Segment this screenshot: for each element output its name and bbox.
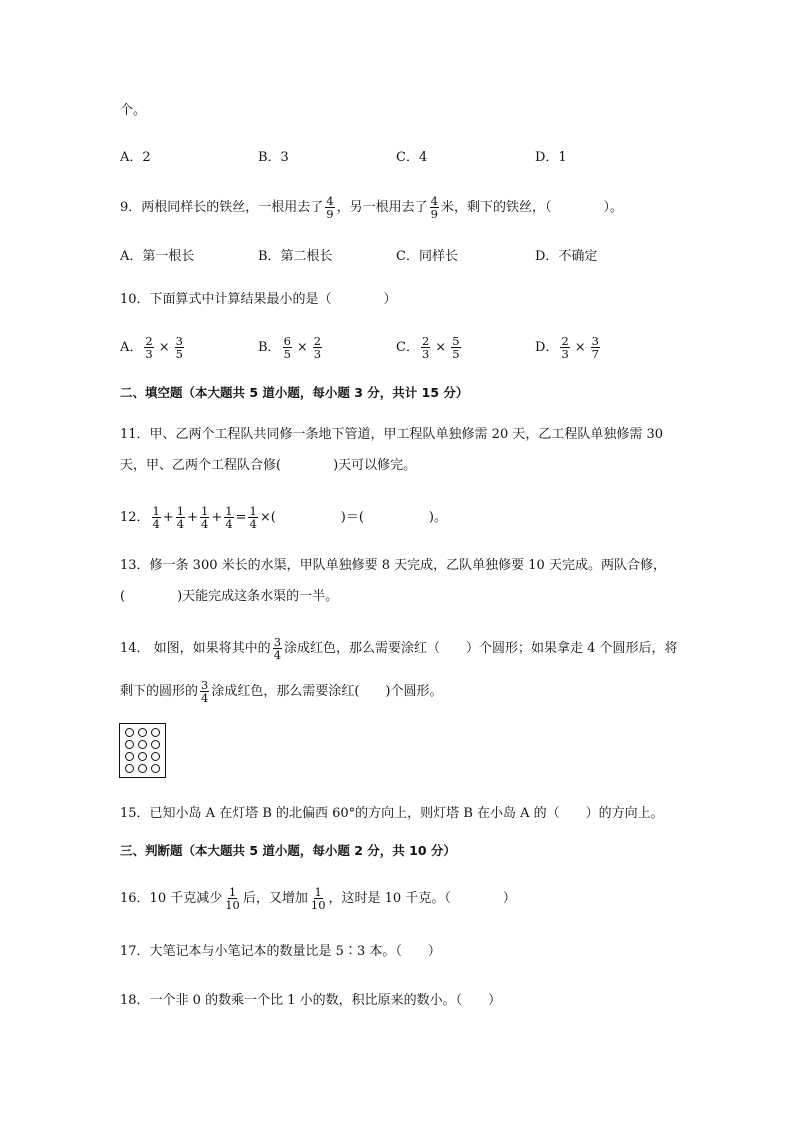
- question-12: 12． $\frac{1}{4}$ + $\frac{1}{4}$ + $\frac{1}{4}$ + $\frac{1}{4}$ = $\frac{1}{4}$ ×( )＝( )。: [120, 504, 447, 531]
- circle-shape: [138, 728, 147, 737]
- q9-tail: 米，剩下的铁丝，（ ）。: [440, 200, 623, 215]
- question-15: 15．已知小岛 A 在灯塔 B 的北偏西 60°的方向上，则灯塔 B 在小岛 A 的（ ）的方向上。: [120, 806, 664, 821]
- circle-shape: [125, 728, 134, 737]
- circle-shape: [138, 752, 147, 761]
- q9-option-c: C．同样长: [396, 249, 458, 264]
- question-11-line-1: 11．甲、乙两个工程队共同修一条地下管道，甲工程队单独修需 20 天，乙工程队单独修需 30: [120, 427, 664, 442]
- question-10: 10．下面算式中计算结果最小的是（ ）: [120, 292, 397, 307]
- question-18: 18．一个非 0 的数乘一个比 1 小的数，积比原来的数小。（ ）: [120, 993, 502, 1008]
- question-8-tail: 个。: [120, 103, 147, 118]
- q8-option-c: C．4: [396, 150, 428, 165]
- circle-shape: [125, 764, 134, 773]
- circle-shape: [138, 764, 147, 773]
- question-13-line-2: ( )天能完成这条水渠的一半。: [120, 589, 339, 604]
- q10-option-c: C． $\frac{2}{3}$ × $\frac{5}{5}$: [396, 334, 460, 361]
- q9-mid: ，另一根用去了: [336, 200, 428, 215]
- circle-shape: [125, 752, 134, 761]
- q10-option-d: D． $\frac{2}{3}$ × $\frac{3}{7}$: [535, 334, 599, 361]
- q8-option-b: B．3: [258, 150, 289, 165]
- q9-fraction-2: $\frac{4}{9}$: [430, 194, 438, 221]
- q9-option-b: B．第二根长: [258, 249, 333, 264]
- question-16: 16．10 千克减少 $\frac{1}{10}$ 后，又增加 $\frac{1}{10}$ ，这时是 10 千克。（ ）: [120, 885, 516, 912]
- q9-fraction-1: $\frac{4}{9}$: [326, 194, 334, 221]
- q9-lead: 9．两根同样长的铁丝，一根用去了: [120, 200, 324, 215]
- q10-option-b: B． $\frac{6}{5}$ × $\frac{2}{3}$: [258, 334, 322, 361]
- question-17: 17．大笔记本与小笔记本的数量比是 5∶3 本。（ ）: [120, 944, 441, 959]
- q8-option-a: A．2: [120, 150, 151, 165]
- question-9: [120, 195, 623, 220]
- circle-shape: [151, 728, 160, 737]
- question-14-line-2: 剩下的圆形的 $\frac{3}{4}$ 涂成红色，那么需要涂红( )个圆形。: [120, 678, 443, 705]
- circles-figure: [119, 723, 166, 778]
- q10-option-a: A． $\frac{2}{3}$ × $\frac{3}{5}$: [120, 334, 183, 361]
- question-11-line-2: 天，甲、乙两个工程队合修( )天可以修完。: [120, 458, 417, 473]
- section-3-heading: 三、判断题（本大题共 5 道小题，每小题 2 分，共 10 分）: [120, 843, 456, 858]
- question-14-line-1: 14． 如图，如果将其中的 $\frac{3}{4}$ 涂成红色，那么需要涂红（ ）个圆形；如果拿走 4 个圆形后，将: [120, 635, 678, 662]
- section-2-heading: 二、填空题（本大题共 5 道小题，每小题 3 分，共计 15 分）: [120, 385, 469, 400]
- circle-shape: [151, 764, 160, 773]
- circle-shape: [138, 740, 147, 749]
- q9-option-d: D．不确定: [535, 249, 598, 264]
- circle-shape: [151, 740, 160, 749]
- question-13-line-1: 13．修一条 300 米长的水渠，甲队单独修要 8 天完成，乙队单独修要 10 天完成。两队合修，: [120, 558, 666, 573]
- q8-option-d: D．1: [535, 150, 567, 165]
- q9-option-a: A．第一根长: [120, 249, 195, 264]
- circle-shape: [151, 752, 160, 761]
- circle-shape: [125, 740, 134, 749]
